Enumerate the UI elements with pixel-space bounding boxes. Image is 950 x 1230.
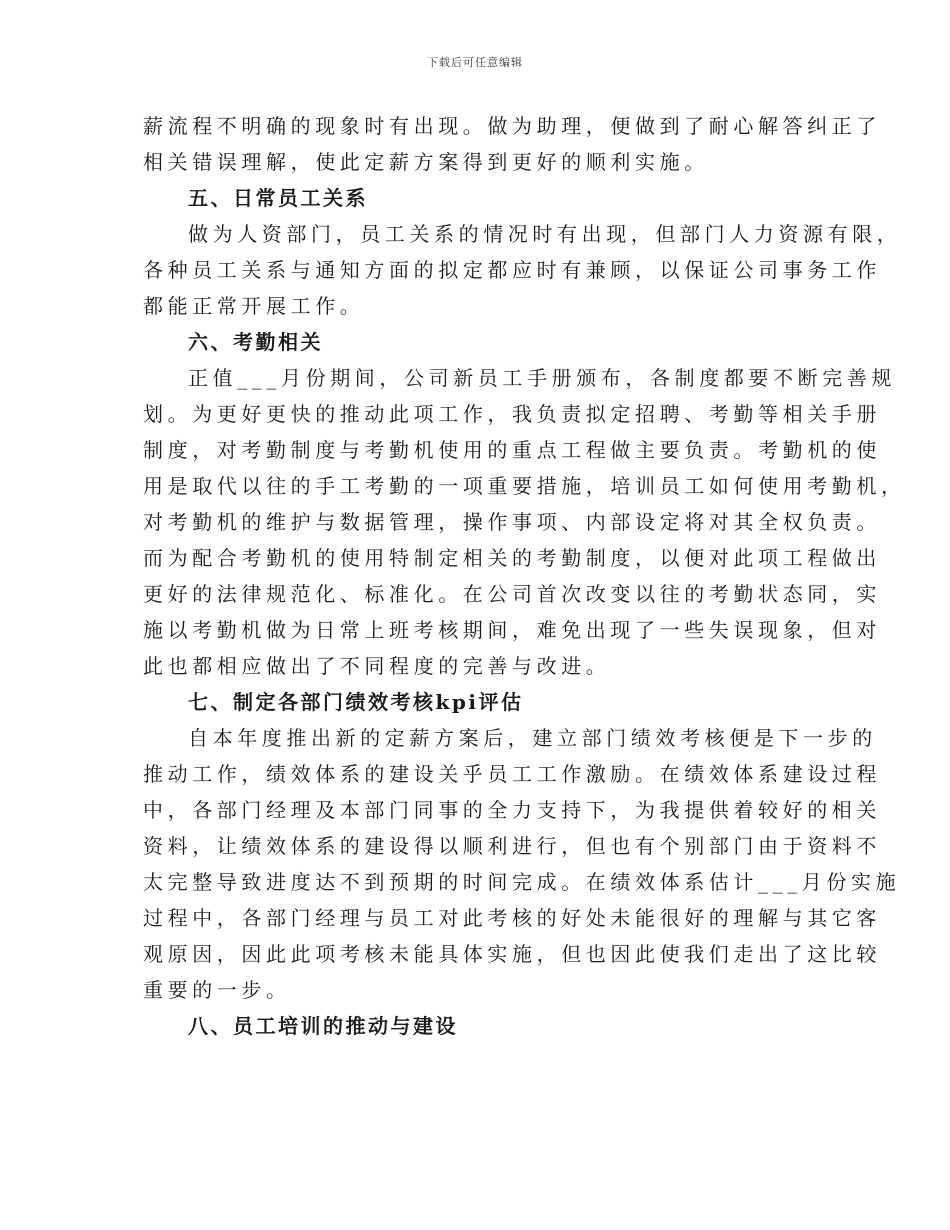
text-line: 用是取代以往的手工考勤的一项重要措施，培训员工如何使用考勤机， — [143, 474, 906, 498]
text-line: 而为配合考勤机的使用特制定相关的考勤制度，以便对此项工程做出 — [143, 546, 881, 570]
text-line: 都能正常开展工作。 — [143, 294, 365, 318]
section-heading: 六、考勤相关 — [188, 330, 323, 354]
text-line: 对考勤机的维护与数据管理，操作事项、内部设定将对其全权负责。 — [143, 510, 881, 534]
text-line: 各种员工关系与通知方面的拟定都应时有兼顾，以保证公司事务工作 — [143, 258, 881, 282]
text-line: 此也都相应做出了不同程度的完善与改进。 — [143, 654, 611, 678]
text-line: 资料，让绩效体系的建设得以顺利进行，但也有个别部门由于资料不 — [143, 834, 881, 858]
text-line: 重要的一步。 — [143, 978, 291, 1002]
text-line: 制度，对考勤制度与考勤机使用的重点工程做主要负责。考勤机的使 — [143, 438, 881, 462]
section-heading: 七、制定各部门绩效考核kpi评估 — [188, 690, 524, 714]
text-line: 中，各部门经理及本部门同事的全力支持下，为我提供着较好的相关 — [143, 798, 881, 822]
document-body — [143, 108, 906, 1044]
text-line: 观原因，因此此项考核未能具体实施，但也因此使我们走出了这比较 — [143, 942, 881, 966]
text-line: 正值___月份期间，公司新员工手册颁布，各制度都要不断完善规 — [188, 366, 896, 390]
text-line: 过程中，各部门经理与员工对此考核的好处未能很好的理解与其它客 — [143, 906, 881, 930]
text-line: 施以考勤机做为日常上班考核期间，难免出现了一些失误现象，但对 — [143, 618, 881, 642]
section-heading: 五、日常员工关系 — [188, 186, 368, 210]
text-line: 薪流程不明确的现象时有出现。做为助理，便做到了耐心解答纠正了 — [143, 114, 881, 138]
text-line: 太完整导致进度达不到预期的时间完成。在绩效体系估计___月份实施 — [143, 870, 901, 894]
text-line: 做为人资部门，员工关系的情况时有出现，但部门人力资源有限， — [188, 222, 902, 246]
text-line: 相关错误理解，使此定薪方案得到更好的顺利实施。 — [143, 150, 709, 174]
section-heading: 八、员工培训的推动与建设 — [188, 1014, 458, 1038]
text-line: 划。为更好更快的推动此项工作，我负责拟定招聘、考勤等相关手册 — [143, 402, 881, 426]
text-line: 更好的法律规范化、标准化。在公司首次改变以往的考勤状态同，实 — [143, 582, 881, 606]
text-line: 自本年度推出新的定薪方案后，建立部门绩效考核便是下一步的 — [188, 726, 877, 750]
page-header: 下载后可任意编辑 — [427, 56, 523, 69]
text-line: 推动工作，绩效体系的建设关乎员工工作激励。在绩效体系建设过程 — [143, 762, 881, 786]
